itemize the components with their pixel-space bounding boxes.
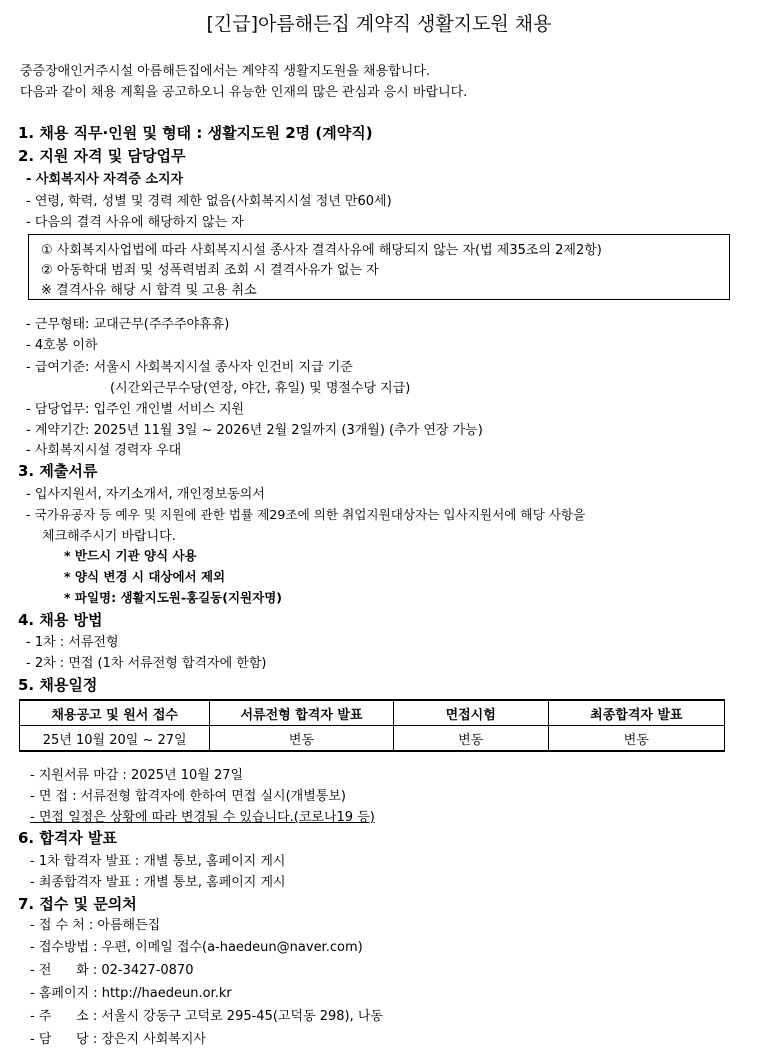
list-item: - 최종합격자 발표 : 개별 통보, 홈페이지 게시	[30, 875, 286, 890]
contact-item: - 담 당 : 장은지 사회복지사	[30, 1032, 206, 1047]
list-item: - 사회복지시설 경력자 우대	[26, 443, 182, 458]
list-item: - 다음의 결격 사유에 해당하지 않는 자	[26, 215, 244, 230]
table-row	[20, 726, 725, 752]
section-heading: 3. 제출서류	[18, 462, 98, 480]
table-header: 최종합격자 발표	[548, 700, 724, 726]
page-title: [긴급]아름해든집 계약직 생활지도원 채용	[206, 13, 552, 35]
list-item: - 사회복지사 자격증 소지자	[26, 172, 184, 187]
list-item-continued: 체크해주시기 바랍니다.	[42, 529, 176, 544]
table-header: 서류전형 합격자 발표	[210, 700, 393, 726]
table-cell: 변동	[393, 726, 548, 752]
list-item: - 1차 합격자 발표 : 개별 통보, 홈페이지 게시	[30, 854, 286, 869]
list-item: - 담당업무: 입주인 개인별 서비스 지원	[26, 402, 245, 417]
list-item: - 근무형태: 교대근무(주주주야휴휴)	[26, 317, 230, 332]
disqualification-box	[28, 234, 730, 300]
box-line: ※ 결격사유 해당 시 합격 및 고용 취소	[41, 283, 257, 298]
list-item: - 계약기간: 2025년 11월 3일 ~ 2026년 2월 2일까지 (3개월) (추가 연장 가능)	[26, 423, 483, 438]
table-header: 채용공고 및 원서 접수	[20, 700, 210, 726]
list-item: - 2차 : 면접 (1차 서류전형 합격자에 한함)	[26, 656, 267, 671]
contact-item: - 접 수 처 : 아름해든집	[30, 918, 161, 933]
table-header-row	[20, 700, 725, 726]
list-item: - 국가유공자 등 예우 및 지원에 관한 법률 제29조에 의한 취업지원대상자는 입사지원서에 해당 사항을	[26, 507, 586, 522]
note-item: * 파일명: 생활지도원-홍길동(지원자명)	[64, 590, 282, 605]
list-item: - 1차 : 서류전형	[26, 635, 119, 650]
table-cell: 변동	[548, 726, 724, 752]
table-cell: 25년 10월 20일 ~ 27일	[20, 726, 210, 752]
table-header: 면접시험	[393, 700, 548, 726]
note-item: * 반드시 기관 양식 사용	[64, 548, 197, 563]
intro-line: 다음과 같이 채용 계획을 공고하오니 유능한 인재의 많은 관심과 응시 바랍니다.	[20, 85, 468, 100]
section-heading: 6. 합격자 발표	[18, 829, 118, 847]
section-heading: 5. 채용일정	[18, 676, 98, 694]
list-item: - 급여기준: 서울시 사회복지시설 종사자 인건비 지급 기준	[26, 360, 353, 375]
contact-item: - 홈페이지 : http://haedeun.or.kr	[30, 986, 232, 1001]
contact-item: - 접수방법 : 우편, 이메일 접수(a-haedeun@naver.com)	[30, 940, 363, 955]
list-item: - 연령, 학력, 성별 및 경력 제한 없음(사회복지시설 정년 만60세)	[26, 194, 392, 209]
section-heading: 2. 지원 자격 및 담당업무	[18, 147, 186, 165]
section-heading: 1. 채용 직무·인원 및 형태 : 생활지도원 2명 (계약직)	[18, 124, 373, 142]
list-item: - 지원서류 마감 : 2025년 10월 27일	[30, 768, 244, 783]
contact-item: - 전 화 : 02-3427-0870	[30, 963, 194, 978]
list-item-continued: (시간외근무수당(연장, 야간, 휴일) 및 명절수당 지급)	[110, 381, 411, 396]
section-heading: 4. 채용 방법	[18, 611, 103, 629]
intro-line: 중증장애인거주시설 아름해든집에서는 계약직 생활지도원을 채용합니다.	[20, 64, 430, 79]
list-item: - 입사지원서, 자기소개서, 개인정보동의서	[26, 487, 265, 502]
section-heading: 7. 접수 및 문의처	[18, 895, 137, 913]
box-line: ② 아동학대 범죄 및 성폭력범죄 조회 시 결격사유가 없는 자	[41, 263, 379, 278]
box-line: ① 사회복지사업법에 따라 사회복지시설 종사자 결격사유에 해당되지 않는 자(법 제35조의 2제2항)	[41, 243, 602, 258]
note-item: * 양식 변경 시 대상에서 제외	[64, 569, 226, 584]
list-item: - 4호봉 이하	[26, 338, 98, 353]
list-item: - 면접 일정은 상황에 따라 변경될 수 있습니다.(코로나19 등)	[30, 810, 375, 825]
schedule-table	[19, 699, 725, 752]
list-item: - 면 접 : 서류전형 합격자에 한하여 면접 실시(개별통보)	[30, 789, 346, 804]
contact-item: - 주 소 : 서울시 강동구 고덕로 295-45(고덕동 298), 나동	[30, 1009, 383, 1024]
table-cell: 변동	[210, 726, 393, 752]
